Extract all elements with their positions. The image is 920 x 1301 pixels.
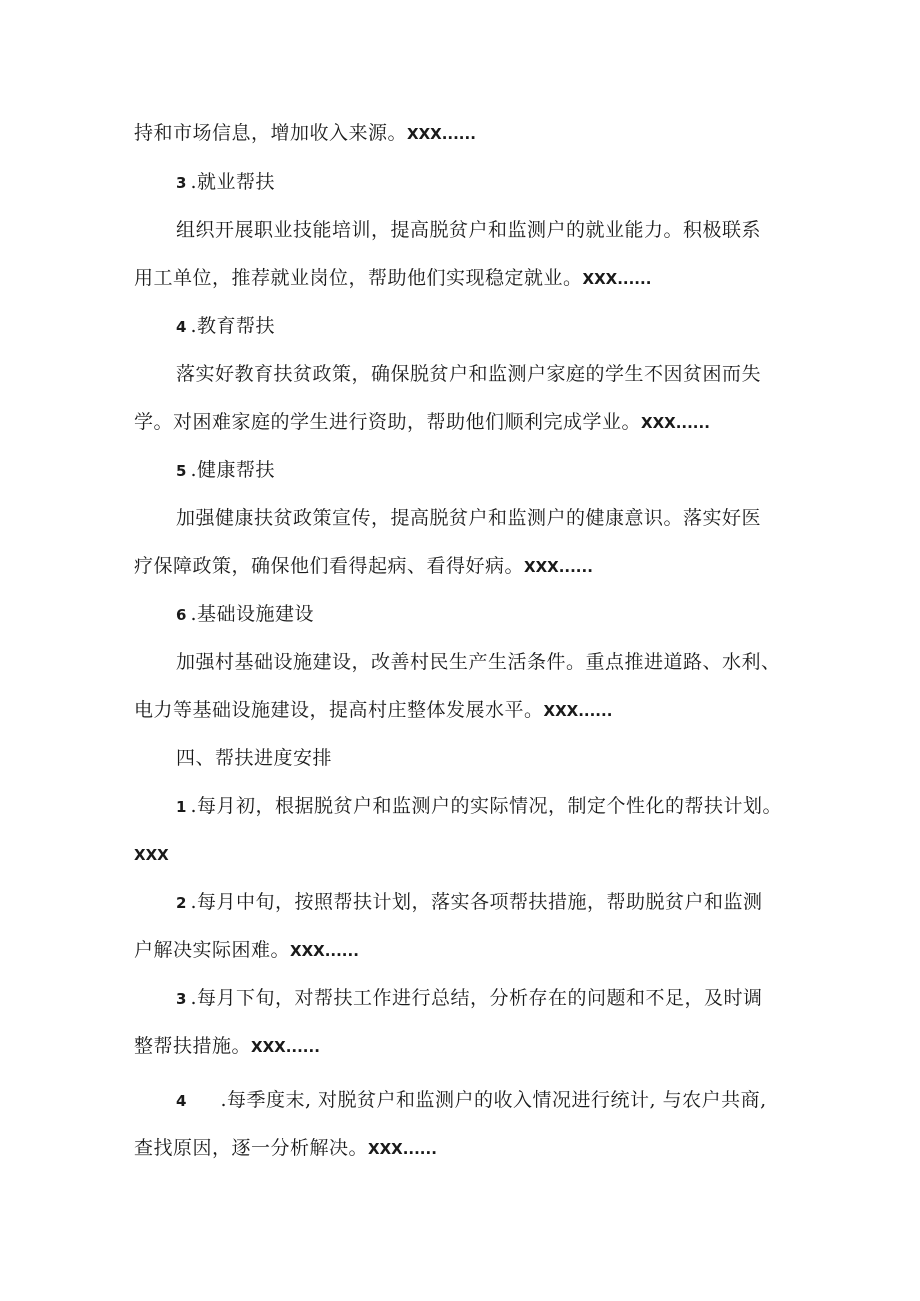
list-item [176, 889, 762, 916]
heading-text: .健康帮扶 [190, 459, 275, 481]
section-heading [176, 457, 275, 484]
line-text: 整帮扶措施。 [134, 1035, 252, 1057]
line-text: 持和市场信息，增加收入来源。 [134, 122, 408, 144]
line-text: 电力等基础设施建设，提高村庄整体发展水平。 [134, 699, 544, 721]
section-heading [176, 313, 275, 340]
paragraph-line [134, 409, 710, 436]
paragraph-line [134, 1135, 437, 1162]
list-item [176, 1087, 767, 1114]
item-number: 1 [176, 798, 187, 816]
placeholder-text: XXX...... [407, 125, 476, 143]
line-text: 落实好教育扶贫政策，确保脱贫户和监测户家庭的学生不因贫困而失 [176, 363, 762, 385]
line-text: 学。对困难家庭的学生进行资助，帮助他们顺利完成学业。 [134, 411, 642, 433]
line-text: .每月中旬，按照帮扶计划，落实各项帮扶措施，帮助脱贫户和监测 [190, 891, 763, 913]
line-text: 用工单位，推荐就业岗位，帮助他们实现稳定就业。 [134, 267, 583, 289]
line-text: 加强健康扶贫政策宣传，提高脱贫户和监测户的健康意识。落实好医 [176, 507, 762, 529]
heading-text: 四、帮扶进度安排 [176, 747, 333, 769]
paragraph-line [134, 1033, 320, 1060]
paragraph-line [134, 265, 651, 292]
item-number: 4 [176, 318, 187, 336]
line-text: 加强村基础设施建设，改善村民生产生活条件。重点推进道路、水利、 [176, 651, 781, 673]
line-text: .每季度末, 对脱贫户和监测户的收入情况进行统计, 与农户共商, [220, 1089, 767, 1111]
section-heading [176, 601, 314, 628]
placeholder-text: XXX...... [251, 1038, 320, 1056]
placeholder-text: XXX [134, 846, 169, 864]
placeholder-text: XXX...... [290, 942, 359, 960]
paragraph-line [176, 505, 761, 531]
item-number: 4 [176, 1092, 187, 1110]
paragraph-line [134, 553, 593, 580]
item-number: 5 [176, 462, 187, 480]
heading-text: .基础设施建设 [190, 603, 314, 625]
placeholder-text: XXX...... [368, 1140, 437, 1158]
heading-text: .就业帮扶 [190, 171, 275, 193]
paragraph-line [134, 120, 476, 147]
paragraph-line [134, 937, 359, 964]
placeholder-text: XXX...... [524, 558, 593, 576]
placeholder-text: XXX...... [641, 414, 710, 432]
line-text: .每月初，根据脱贫户和监测户的实际情况，制定个性化的帮扶计划。 [190, 795, 782, 817]
list-item [176, 793, 782, 820]
paragraph-line [176, 217, 761, 243]
heading-text: .教育帮扶 [190, 315, 275, 337]
placeholder-text: XXX...... [582, 270, 652, 288]
section-heading [176, 169, 275, 196]
item-number: 3 [176, 174, 187, 192]
item-number: 6 [176, 606, 187, 624]
paragraph-line [176, 361, 761, 387]
list-item [176, 985, 762, 1012]
line-text: 户解决实际困难。 [134, 939, 291, 961]
item-number: 3 [176, 990, 187, 1008]
chapter-heading [176, 745, 332, 771]
line-text: 组织开展职业技能培训，提高脱贫户和监测户的就业能力。积极联系 [176, 219, 762, 241]
paragraph-line [176, 649, 781, 675]
item-number: 2 [176, 894, 187, 912]
line-text: 疗保障政策，确保他们看得起病、看得好病。 [134, 555, 525, 577]
paragraph-line [134, 841, 169, 868]
paragraph-line [134, 697, 612, 724]
line-text: .每月下旬，对帮扶工作进行总结，分析存在的问题和不足，及时调 [190, 987, 763, 1009]
line-text: 查找原因，逐一分析解决。 [134, 1137, 369, 1159]
placeholder-text: XXX...... [543, 702, 613, 720]
